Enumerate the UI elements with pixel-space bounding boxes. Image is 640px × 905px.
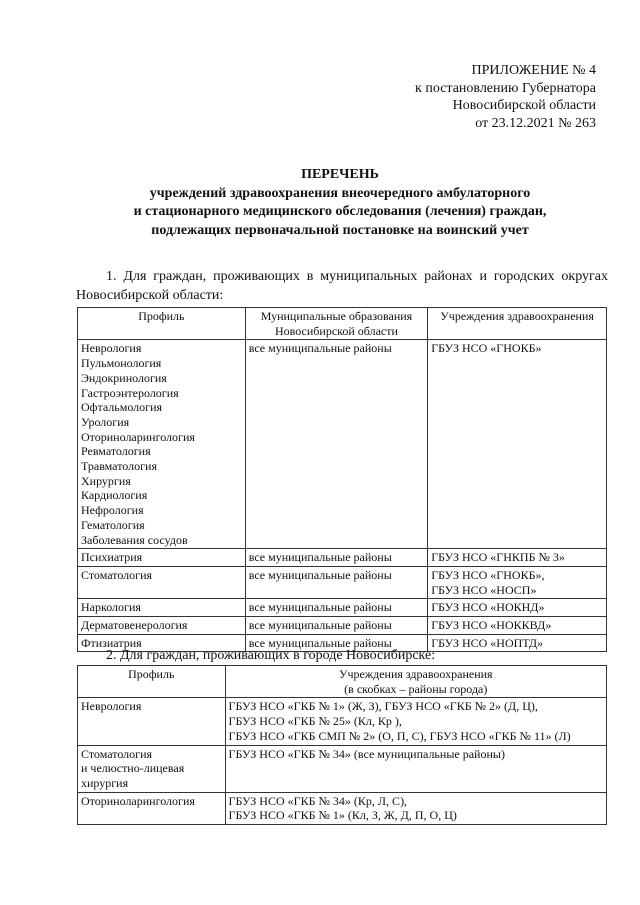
heading-line-2: и стационарного медицинского обследования (лечения) граждан, [133,204,547,219]
regional-institutions-table [77,307,607,652]
institution-cell [428,566,607,598]
section-1-intro: 1. Для граждан, проживающих в муниципальных районах и городских округах Новосибирской области: [76,269,608,303]
institution-cell-line: ГБУЗ НСО «ГНКПБ № 3» [431,550,565,565]
municipal-cell: все муниципальные районы [245,617,427,635]
institution-cell [225,745,606,792]
profile-cell [78,549,246,567]
institution-cell-line: ГБУЗ НСО «ГКБ № 34» (все муниципальные районы) [228,746,505,761]
institution-cell-line: ГБУЗ НСО «ГКБ № 25» (Кл, Кр ), [228,714,402,729]
institution-cell [428,634,607,652]
profile-cell-line: Неврология [81,341,142,356]
profile-cell [78,792,226,824]
table-row [78,549,607,567]
profile-cell-line: Оториноларингология [81,793,195,808]
profile-cell-line: Оториноларингология [81,429,195,444]
profile-cell-line: Урология [81,414,130,429]
profile-cell-line: Травматология [81,459,157,474]
appendix-region: Новосибирской области [452,98,596,113]
profile-cell [78,617,246,635]
document-heading [60,166,620,240]
institution-cell-line: ГБУЗ НСО «НОКНД» [431,600,545,615]
institution-cell [428,549,607,567]
institution-cell [225,698,606,745]
institution-cell-line: ГБУЗ НСО «НОПТД» [431,635,544,650]
municipal-cell: все муниципальные районы [245,566,427,598]
header-institution-line-2: (в скобках – районы города) [344,681,488,696]
institution-cell-line: ГБУЗ НСО «НОСП» [431,582,537,597]
table-row [78,792,607,824]
institution-cell-line: ГБУЗ НСО «ГКБ № 1» (Ж, З), ГБУЗ НСО «ГКБ № 2» (Д, Ц), [228,699,538,714]
profile-cell-line: Заболевания сосудов [81,532,188,547]
profile-cell [78,698,226,745]
profile-cell [78,566,246,598]
profile-cell-line: Ревматология [81,444,151,459]
institution-cell-line: ГБУЗ НСО «ГНОКБ» [431,341,542,356]
table-header-row [78,308,607,340]
appendix-block [366,62,596,132]
institution-cell-line: ГБУЗ НСО «ГНОКБ», [431,567,545,582]
institution-cell [428,599,607,617]
table-header-row [78,666,607,698]
profile-cell [78,745,226,792]
heading-line-3: подлежащих первоначальной постановке на воинский учет [151,222,529,238]
profile-cell-line: Дерматовенерология [81,618,188,633]
header-profile: Профиль [78,666,226,698]
header-municipal: Муниципальные образования Новосибирской области [245,308,427,340]
institution-cell [225,792,606,824]
municipal-cell: все муниципальные районы [245,340,427,549]
header-institution: Учреждения здравоохранения [428,308,607,340]
profile-cell-line: Психиатрия [81,550,143,565]
profile-cell-line: Эндокринология [81,370,167,385]
table-row [78,617,607,635]
table-row [78,698,607,745]
profile-cell-line: Хирургия [81,473,131,488]
institution-cell [428,617,607,635]
institution-cell-line: ГБУЗ НСО «ГКБ № 34» (Кр, Л, С), [228,793,408,808]
appendix-title: ПРИЛОЖЕНИЕ № 4 [471,63,596,78]
table-row [78,745,607,792]
header-institution [225,666,606,698]
document-title: ПЕРЕЧЕНЬ [301,167,379,182]
heading-line-1: учреждений здравоохранения внеочередного амбулаторного [149,185,531,201]
profile-cell-line: Нефрология [81,503,144,518]
institution-cell-line: ГБУЗ НСО «НОККВД» [431,618,552,633]
profile-cell-line: Кардиология [81,488,148,503]
table-row [78,340,607,549]
profile-cell [78,599,246,617]
profile-cell-line: Стоматология [81,567,153,582]
appendix-date: от 23.12.2021 № 263 [475,115,596,131]
profile-cell-line: Фтизиатрия [81,635,142,650]
appendix-resolution: к постановлению Губернатора [415,80,596,96]
profile-cell-line: Неврология [81,699,142,714]
header-profile: Профиль [78,308,246,340]
profile-cell-line: Стоматология [81,746,153,761]
municipal-cell: все муниципальные районы [245,599,427,617]
profile-cell-line: и челюстно-лицевая [81,761,185,776]
profile-cell-line: Наркология [81,600,141,615]
profile-cell-line: Пульмонология [81,356,162,371]
table-row [78,599,607,617]
municipal-cell: все муниципальные районы [245,549,427,567]
profile-cell-line: Гематология [81,517,145,532]
institution-cell-line: ГБУЗ НСО «ГКБ № 1» (Кл, З, Ж, Д, П, О, Ц) [228,808,457,823]
profile-cell-line: хирургия [81,775,129,790]
profile-cell-line: Гастроэнтерология [81,385,179,400]
table-row [78,566,607,598]
municipal-cell: все муниципальные районы [245,634,427,652]
institution-cell-line: ГБУЗ НСО «ГКБ СМП № 2» (О, П, С), ГБУЗ НСО «ГКБ № 11» (Л) [228,728,571,743]
profile-cell-line: Офтальмология [81,400,163,415]
header-institution-line-1: Учреждения здравоохранения [338,667,493,681]
city-institutions-table [77,665,607,825]
section-2-intro: 2. Для граждан, проживающих в городе Новосибирске: [106,648,436,663]
institution-cell [428,340,607,549]
profile-cell [78,340,246,549]
